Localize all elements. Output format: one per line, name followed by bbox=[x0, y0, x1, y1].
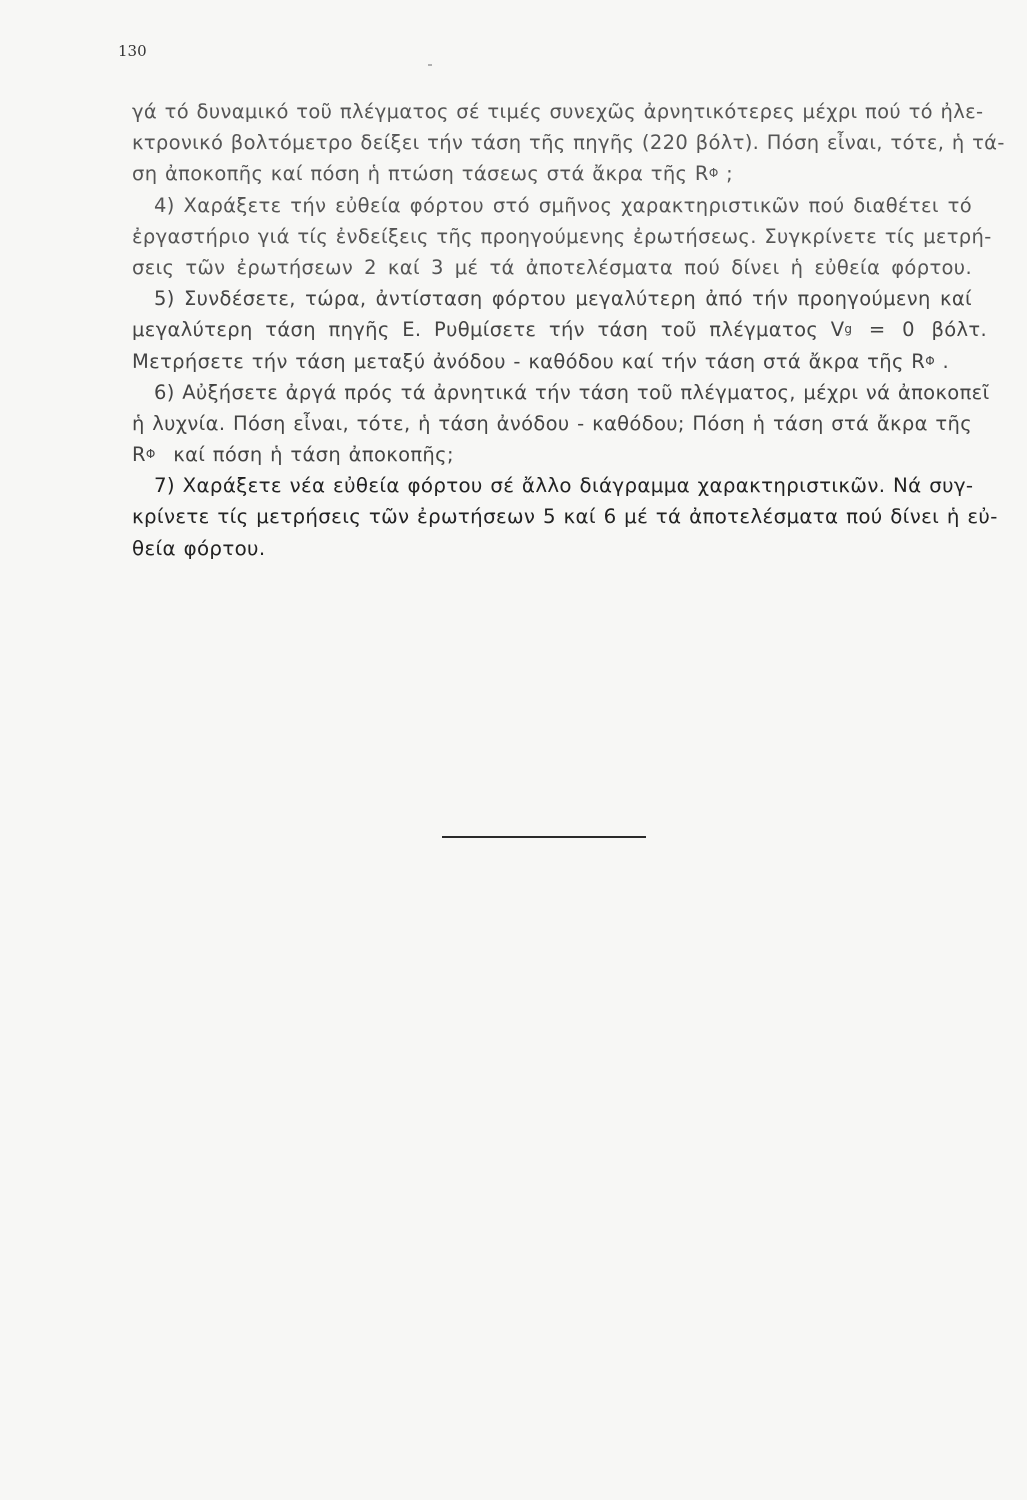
resistor-subscript: Φ bbox=[925, 353, 935, 368]
text-line-7 bbox=[132, 283, 972, 314]
text-line-12 bbox=[132, 439, 972, 470]
text-line-5-content: ἐργαστήριο γιά τίς ἐνδείξεις τῆς προηγούμενης ἐρωτήσεως. Συγκρίνετε τίς μετρή- bbox=[132, 224, 992, 248]
text-line-3 bbox=[132, 158, 972, 189]
text-line-7-content: 5) Συνδέσετε, τώρα, ἀντίσταση φόρτου μεγαλύτερη ἀπό τήν προηγούμενη καί bbox=[154, 287, 972, 311]
text-line-8-content: μεγαλύτερη τάση πηγῆς Ε. Ρυθμίσετε τήν τάση τοῦ πλέγματος V bbox=[132, 318, 845, 342]
text-line-11 bbox=[132, 408, 972, 439]
resistor-subscript: Φ bbox=[145, 447, 156, 462]
body-text bbox=[132, 96, 1005, 564]
text-line-15-content: θεία φόρτου. bbox=[132, 536, 266, 560]
text-line-10 bbox=[132, 377, 990, 408]
text-line-6 bbox=[132, 252, 972, 283]
text-line-9 bbox=[132, 346, 972, 377]
text-line-10-content: 6) Αὐξήσετε ἀργά πρός τά ἀρνητικά τήν τάση τοῦ πλέγματος, μέχρι νά ἀποκοπεῖ bbox=[154, 380, 990, 404]
text-line-9-content: Μετρήσετε τήν τάση μεταξύ ἀνόδου - καθόδου καί τήν τάση στά ἄκρα τῆς R bbox=[132, 349, 926, 373]
text-line-1 bbox=[132, 96, 984, 127]
text-line-1-content: γά τό δυναμικό τοῦ πλέγματος σέ τιμές συνεχῶς ἀρνητικότερες μέχρι πού τό ἠλε- bbox=[132, 100, 984, 123]
text-line-15 bbox=[132, 533, 972, 564]
text-line-4 bbox=[132, 190, 972, 221]
text-line-3-tail: ; bbox=[718, 162, 734, 186]
grid-subscript: g bbox=[844, 322, 853, 337]
text-line-4-content: 4) Χαράξετε τήν εὐθεία φόρτου στό σμῆνος χαρακτηριστικῶν πού διαθέτει τό bbox=[154, 193, 972, 217]
section-divider bbox=[442, 836, 646, 838]
text-line-2-content: κτρονικό βολτόμετρο δείξει τήν τάση τῆς πηγῆς (220 βόλτ). Πόση εἶναι, τότε, ἡ τά- bbox=[132, 131, 1005, 155]
scan-speck bbox=[428, 64, 432, 66]
text-line-12-content: R bbox=[132, 443, 146, 467]
text-line-14 bbox=[132, 501, 998, 532]
text-line-6-content: σεις τῶν ἐρωτήσεων 2 καί 3 μέ τά ἀποτελέσματα πού δίνει ἡ εὐθεία φόρτου. bbox=[132, 255, 972, 279]
text-line-9-tail: . bbox=[934, 349, 950, 373]
text-line-3-content: ση ἀποκοπῆς καί πόση ἡ πτώση τάσεως στά ἄκρα τῆς R bbox=[132, 162, 709, 186]
text-line-14-content: κρίνετε τίς μετρήσεις τῶν ἐρωτήσεων 5 καί 6 μέ τά ἀποτελέσματα πού δίνει ἡ εὐ- bbox=[132, 505, 998, 529]
text-line-13 bbox=[132, 470, 972, 501]
page-number: 130 bbox=[118, 42, 147, 60]
text-line-13-content: 7) Χαράξετε νέα εὐθεία φόρτου σέ ἄλλο διάγραμμα χαρακτηριστικῶν. Νά συγ- bbox=[154, 474, 974, 498]
text-line-2 bbox=[132, 127, 1005, 158]
text-line-8 bbox=[132, 314, 988, 345]
text-line-8-tail: = 0 βόλτ. bbox=[852, 318, 988, 342]
text-line-11-content: ἡ λυχνία. Πόση εἶναι, τότε, ἡ τάση ἀνόδου - καθόδου; Πόση ἡ τάση στά ἄκρα τῆς bbox=[132, 411, 972, 435]
resistor-subscript: Φ bbox=[708, 166, 719, 181]
text-line-12-tail: καί πόση ἡ τάση ἀποκοπῆς; bbox=[165, 443, 454, 467]
text-line-5 bbox=[132, 221, 992, 252]
